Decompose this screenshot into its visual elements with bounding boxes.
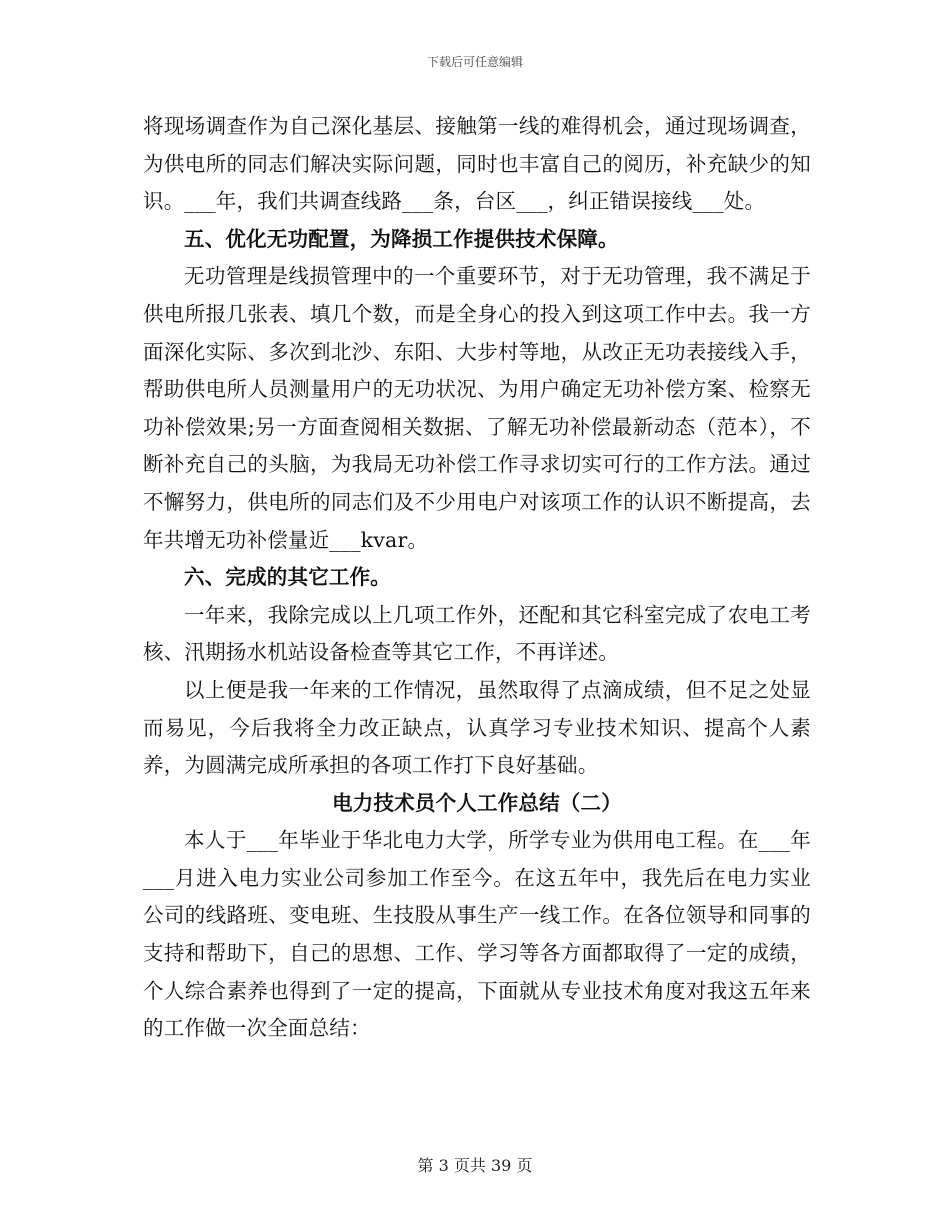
page-header: 下载后可任意编辑 [426,55,523,69]
paragraph-other-work: 一年来，我除完成以上几项工作外，还配和其它科室完成了农电工考核、汛期扬水机站设备检查等其它工作，不再详述。 [143,602,811,665]
page-footer: 第 3 页共 39 页 [417,1156,533,1175]
document-body [143,108,811,1048]
section-heading-5: 五、优化无功配置，为降损工作提供技术保障。 [184,226,619,251]
paragraph-intro-part-two: 本人于___年毕业于华北电力大学，所学专业为供用电工程。在___年___月进入电力实业公司参加工作至今。在这五年中，我先后在电力实业公司的线路班、变电班、生技股从事生产一线工作。在各位领导和同事的支持和帮助下，自己的思想、工作、学习等各方面都取得了一定的成绩，个人综合素养也得到了一定的提高，下面就从专业技术角度对我这五年来的工作做一次全面总结： [143,828,811,1041]
paragraph-field-survey: 将现场调查作为自己深化基层、接触第一线的难得机会，通过现场调查，为供电所的同志们解决实际问题，同时也丰富自己的阅历，补充缺少的知识。___年，我们共调查线路___条，台区___，纠正错误接线___处。 [143,114,811,214]
paragraph-conclusion: 以上便是我一年来的工作情况，虽然取得了点滴成绩，但不足之处显而易见，今后我将全力改正缺点，认真学习专业技术知识、提高个人素养，为圆满完成所承担的各项工作打下良好基础。 [143,677,811,778]
paragraph-reactive-power: 无功管理是线损管理中的一个重要环节，对于无功管理，我不满足于供电所报几张表、填几个数，而是全身心的投入到这项工作中去。我一方面深化实际、多次到北沙、东阳、大步村等地，从改正无功表接线入手，帮助供电所人员测量用户的无功状况、为用户确定无功补偿方案、检察无功补偿效果;另一方面查阅相关数据、了解无功补偿最新动态（范本），不断补充自己的头脑，为我局无功补偿工作寻求切实可行的工作方法。通过不懈努力，供电所的同志们及不少用电户对该项工作的认识不断提高，去年共增无功补偿量近___kvar。 [143,264,811,552]
section-heading-6: 六、完成的其它工作。 [184,565,391,590]
document-title-part-two: 电力技术员个人工作总结（二） [332,790,622,815]
